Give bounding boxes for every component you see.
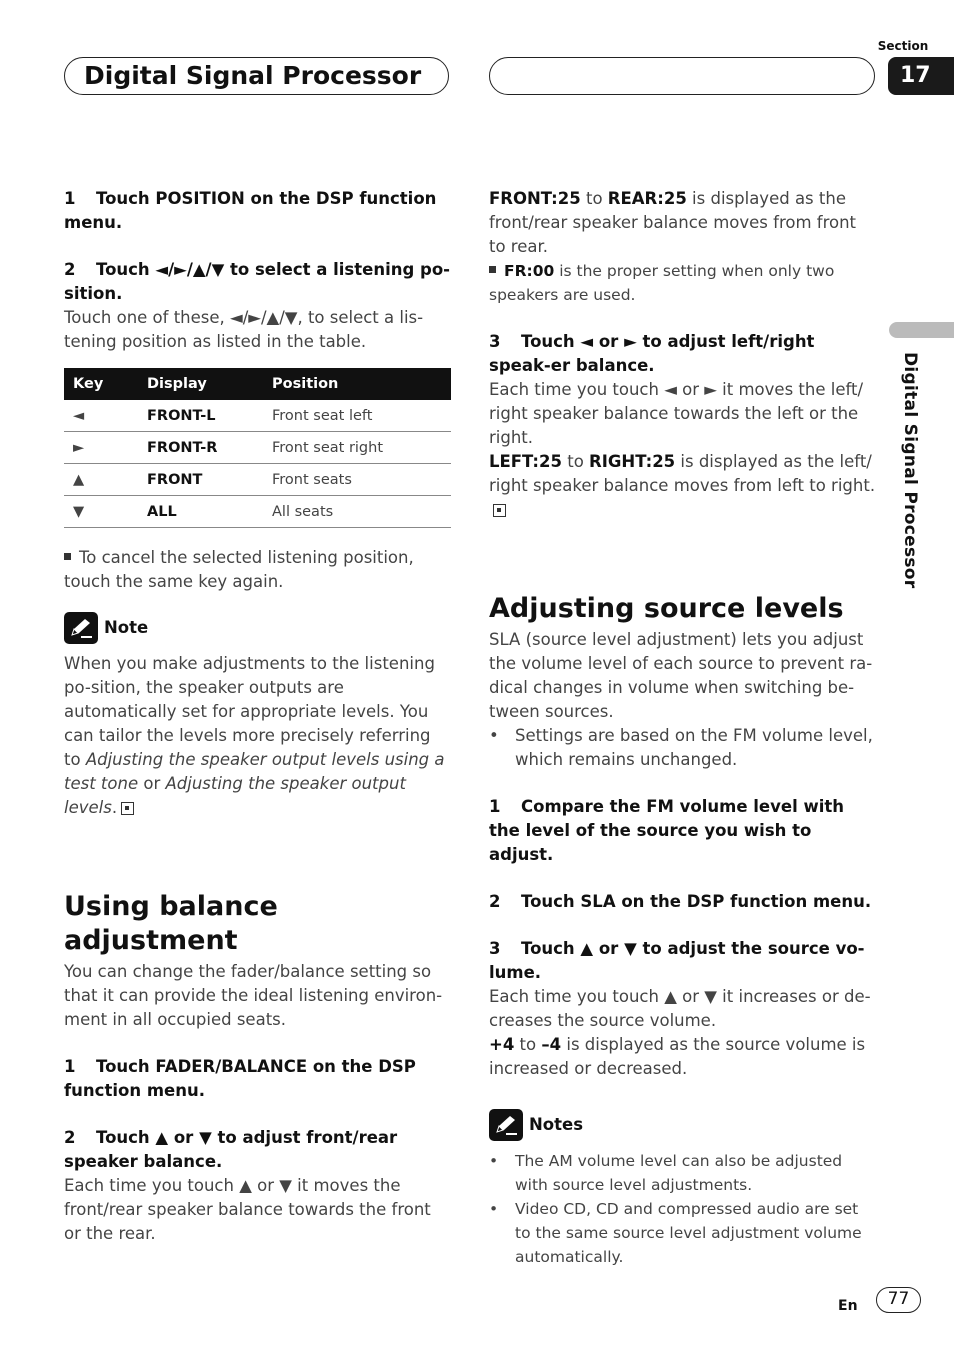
note-title: Note xyxy=(104,618,149,637)
pencil-icon xyxy=(64,612,98,644)
square-bullet-icon xyxy=(64,553,71,560)
bullet-dot-icon: • xyxy=(489,726,499,745)
header-title-frame xyxy=(64,57,449,95)
sla-step-2: 2 Touch SLA on the DSP function menu. xyxy=(489,892,872,911)
right-column xyxy=(489,187,877,1269)
list-item: • Video CD, CD and compressed audio are set to the same source level adjustment volume automatically. xyxy=(489,1197,877,1269)
square-bullet-icon xyxy=(489,266,496,273)
key-up-arrow: ▲ xyxy=(64,464,147,496)
table-row xyxy=(64,496,451,528)
pencil-icon xyxy=(489,1109,523,1141)
note-text: When you make adjustments to the listening po-sition, the speaker outputs are automatically set for appropriate levels. You can tailor the levels more precisely referring to Adjusting the speaker output levels using a test tone or Adjusting the speaker output levels. xyxy=(64,654,445,817)
table-row xyxy=(64,400,451,432)
end-mark-icon xyxy=(493,504,506,517)
end-mark-icon xyxy=(121,802,134,815)
display-value: FRONT-R xyxy=(147,432,272,464)
position-value: Front seat left xyxy=(272,400,451,432)
list-item: • The AM volume level can also be adjusted with source level adjustments. xyxy=(489,1149,877,1197)
cancel-note: To cancel the selected listening position, touch the same key again. xyxy=(64,548,414,591)
left-right-display-text: LEFT:25 to RIGHT:25 is displayed as the left/ right speaker balance moves from left to right. xyxy=(489,450,877,522)
page-number: 77 xyxy=(876,1287,921,1313)
notes-title: Notes xyxy=(529,1115,584,1134)
key-left-arrow: ◄ xyxy=(64,400,147,432)
step-1: 1 Touch POSITION on the DSP function menu. xyxy=(64,189,437,232)
step-2-body: Touch one of these, ◄/►/▲/▼, to select a lis-tening position as listed in the table. xyxy=(64,308,424,351)
note-reference-1: Adjusting the speaker output levels using a test tone xyxy=(64,750,445,793)
key-right-arrow: ► xyxy=(64,432,147,464)
footer-language: En xyxy=(838,1298,858,1314)
front-rear-display-text: FRONT:25 to REAR:25 is displayed as the front/rear speaker balance moves from front to rear. xyxy=(489,189,857,256)
note-header xyxy=(64,612,452,644)
col-display: Display xyxy=(147,368,272,400)
table-row xyxy=(64,464,451,496)
balance-step-1: 1 Touch FADER/BALANCE on the DSP function menu. xyxy=(64,1057,416,1100)
bullet-dot-icon: • xyxy=(489,1200,499,1218)
position-value: All seats xyxy=(272,496,451,528)
col-position: Position xyxy=(272,368,451,400)
step-2: 2 Touch ◄/►/▲/▼ to select a listening po-sition. xyxy=(64,260,451,303)
header-empty-frame xyxy=(489,57,875,95)
col-key: Key xyxy=(64,368,147,400)
display-value: FRONT-L xyxy=(147,400,272,432)
volume-range-text: +4 to –4 is displayed as the source volume is increased or decreased. xyxy=(489,1035,866,1078)
left-column xyxy=(64,187,452,1246)
sla-step-3-body: Each time you touch ▲ or ▼ it increases or de-creases the source volume. xyxy=(489,987,871,1030)
side-tab-marker xyxy=(889,322,954,338)
sla-step-3: 3 Touch ▲ or ▼ to adjust the source vo-lume. xyxy=(489,939,865,982)
section-label: Section xyxy=(877,39,929,53)
section-number: 17 xyxy=(888,57,954,95)
display-value: ALL xyxy=(147,496,272,528)
balance-step-2-body: Each time you touch ▲ or ▼ it moves the front/rear speaker balance towards the front or the rear. xyxy=(64,1176,431,1243)
sla-bullet: • Settings are based on the FM volume level, which remains unchanged. xyxy=(489,724,877,772)
balance-intro: You can change the fader/balance setting so that it can provide the ideal listening environ-ment in all occupied seats. xyxy=(64,962,443,1029)
step-3: 3 Touch ◄ or ► to adjust left/right speak-er balance. xyxy=(489,332,815,375)
step-3-body: Each time you touch ◄ or ► it moves the left/ right speaker balance towards the left or the right. xyxy=(489,380,864,447)
fr00-note: FR:00 is the proper setting when only two speakers are used. xyxy=(489,262,835,304)
sla-step-1: 1 Compare the FM volume level with the level of the source you wish to adjust. xyxy=(489,797,845,864)
notes-header xyxy=(489,1109,877,1141)
display-value: FRONT xyxy=(147,464,272,496)
sla-intro: SLA (source level adjustment) lets you adjust the volume level of each source to prevent ra-dical changes in volume when switching be-tween sources. xyxy=(489,630,873,721)
balance-heading: Using balance adjustment xyxy=(64,891,278,956)
note-reference-2: Adjusting the speaker output levels xyxy=(64,774,406,817)
side-section-label: Digital Signal Processor xyxy=(900,352,920,589)
bullet-dot-icon: • xyxy=(489,1152,499,1170)
page-title: Digital Signal Processor xyxy=(84,61,422,90)
balance-step-2: 2 Touch ▲ or ▼ to adjust front/rear speaker balance. xyxy=(64,1128,398,1171)
listening-position-table xyxy=(64,368,451,528)
key-down-arrow: ▼ xyxy=(64,496,147,528)
table-row xyxy=(64,432,451,464)
sla-heading: Adjusting source levels xyxy=(489,593,844,624)
table-header-row xyxy=(64,368,451,400)
position-value: Front seats xyxy=(272,464,451,496)
position-value: Front seat right xyxy=(272,432,451,464)
